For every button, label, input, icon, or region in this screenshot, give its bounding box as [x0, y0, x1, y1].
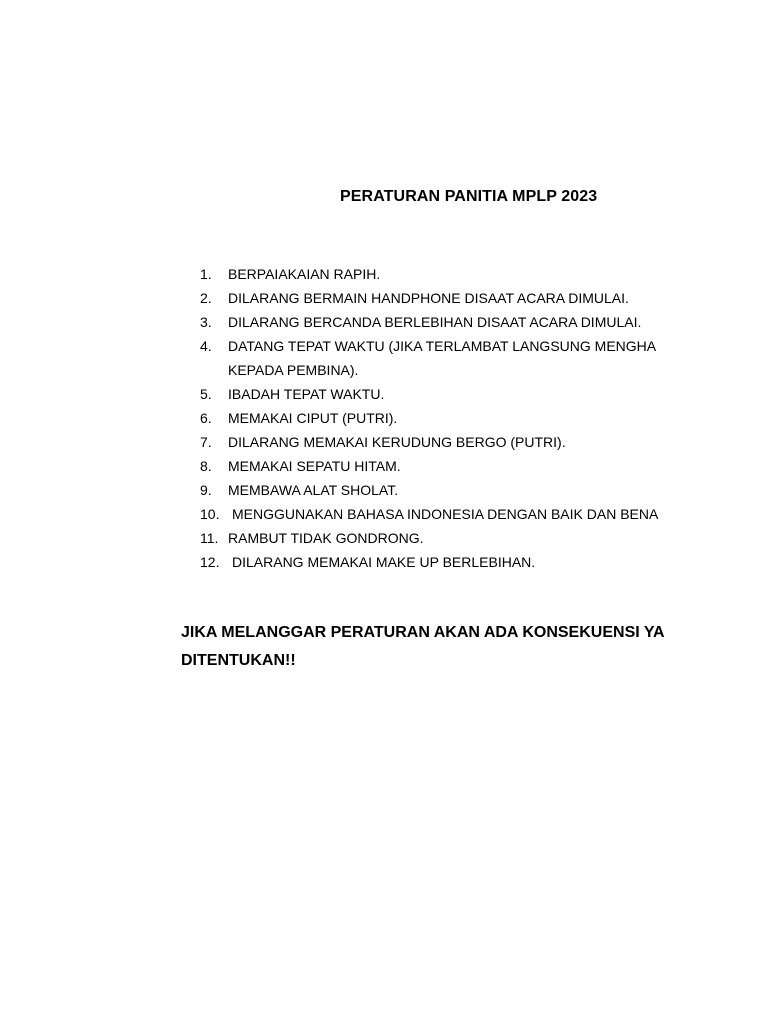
- rule-text: DILARANG MEMAKAI KERUDUNG BERGO (PUTRI).: [228, 434, 566, 450]
- document-title: PERATURAN PANITIA MPLP 2023: [340, 188, 598, 205]
- list-item: [200, 526, 678, 550]
- rule-number: 3.: [200, 314, 212, 330]
- rule-text: MEMAKAI CIPUT (PUTRI).: [228, 410, 398, 426]
- rule-text: MEMBAWA ALAT SHOLAT.: [228, 482, 399, 498]
- rule-line: [200, 334, 678, 358]
- rule-number: 8.: [200, 458, 212, 474]
- rule-number: 5.: [200, 386, 212, 402]
- rule-number: 2.: [200, 290, 212, 306]
- rules-list: [200, 262, 678, 574]
- rule-text: DILARANG MEMAKAI MAKE UP BERLEBIHAN.: [232, 554, 536, 570]
- list-item: [200, 310, 678, 334]
- rule-number: 7.: [200, 434, 212, 450]
- rule-text: RAMBUT TIDAK GONDRONG.: [228, 530, 424, 546]
- rule-text: DATANG TEPAT WAKTU (JIKA TERLAMBAT LANGSUNG MENGHA: [228, 338, 657, 354]
- rule-number: 12.: [200, 554, 220, 570]
- list-item: [200, 502, 678, 526]
- list-item: [200, 382, 678, 406]
- rule-number: 4.: [200, 338, 212, 354]
- rule-text: DILARANG BERMAIN HANDPHONE DISAAT ACARA DIMULAI.: [228, 290, 629, 306]
- list-item: [200, 478, 678, 502]
- rule-number: 9.: [200, 482, 212, 498]
- rule-number: 11.: [200, 530, 219, 546]
- rule-text: MEMAKAI SEPATU HITAM.: [228, 458, 401, 474]
- rule-number: 1.: [200, 266, 212, 282]
- list-item: [200, 550, 678, 574]
- list-item: [200, 406, 678, 430]
- warning-line: DITENTUKAN!!: [181, 652, 296, 669]
- warning-line: JIKA MELANGGAR PERATURAN AKAN ADA KONSEKUENSI YA: [181, 624, 665, 641]
- rule-text: BERPAIAKAIAN RAPIH.: [228, 266, 381, 282]
- list-item: [200, 262, 678, 286]
- list-item: [200, 454, 678, 478]
- list-item: [200, 286, 678, 310]
- list-item: [200, 430, 678, 454]
- rule-number: 6.: [200, 410, 212, 426]
- rule-text: MENGGUNAKAN BAHASA INDONESIA DENGAN BAIK DAN BENA: [232, 506, 659, 522]
- rule-text-continuation: KEPADA PEMBINA).: [228, 362, 359, 378]
- rule-text: DILARANG BERCANDA BERLEBIHAN DISAAT ACARA DIMULAI.: [228, 314, 642, 330]
- rule-number: 10.: [200, 506, 220, 522]
- rule-text: IBADAH TEPAT WAKTU.: [228, 386, 385, 402]
- list-item: [200, 334, 678, 382]
- warning-notice: [181, 619, 678, 675]
